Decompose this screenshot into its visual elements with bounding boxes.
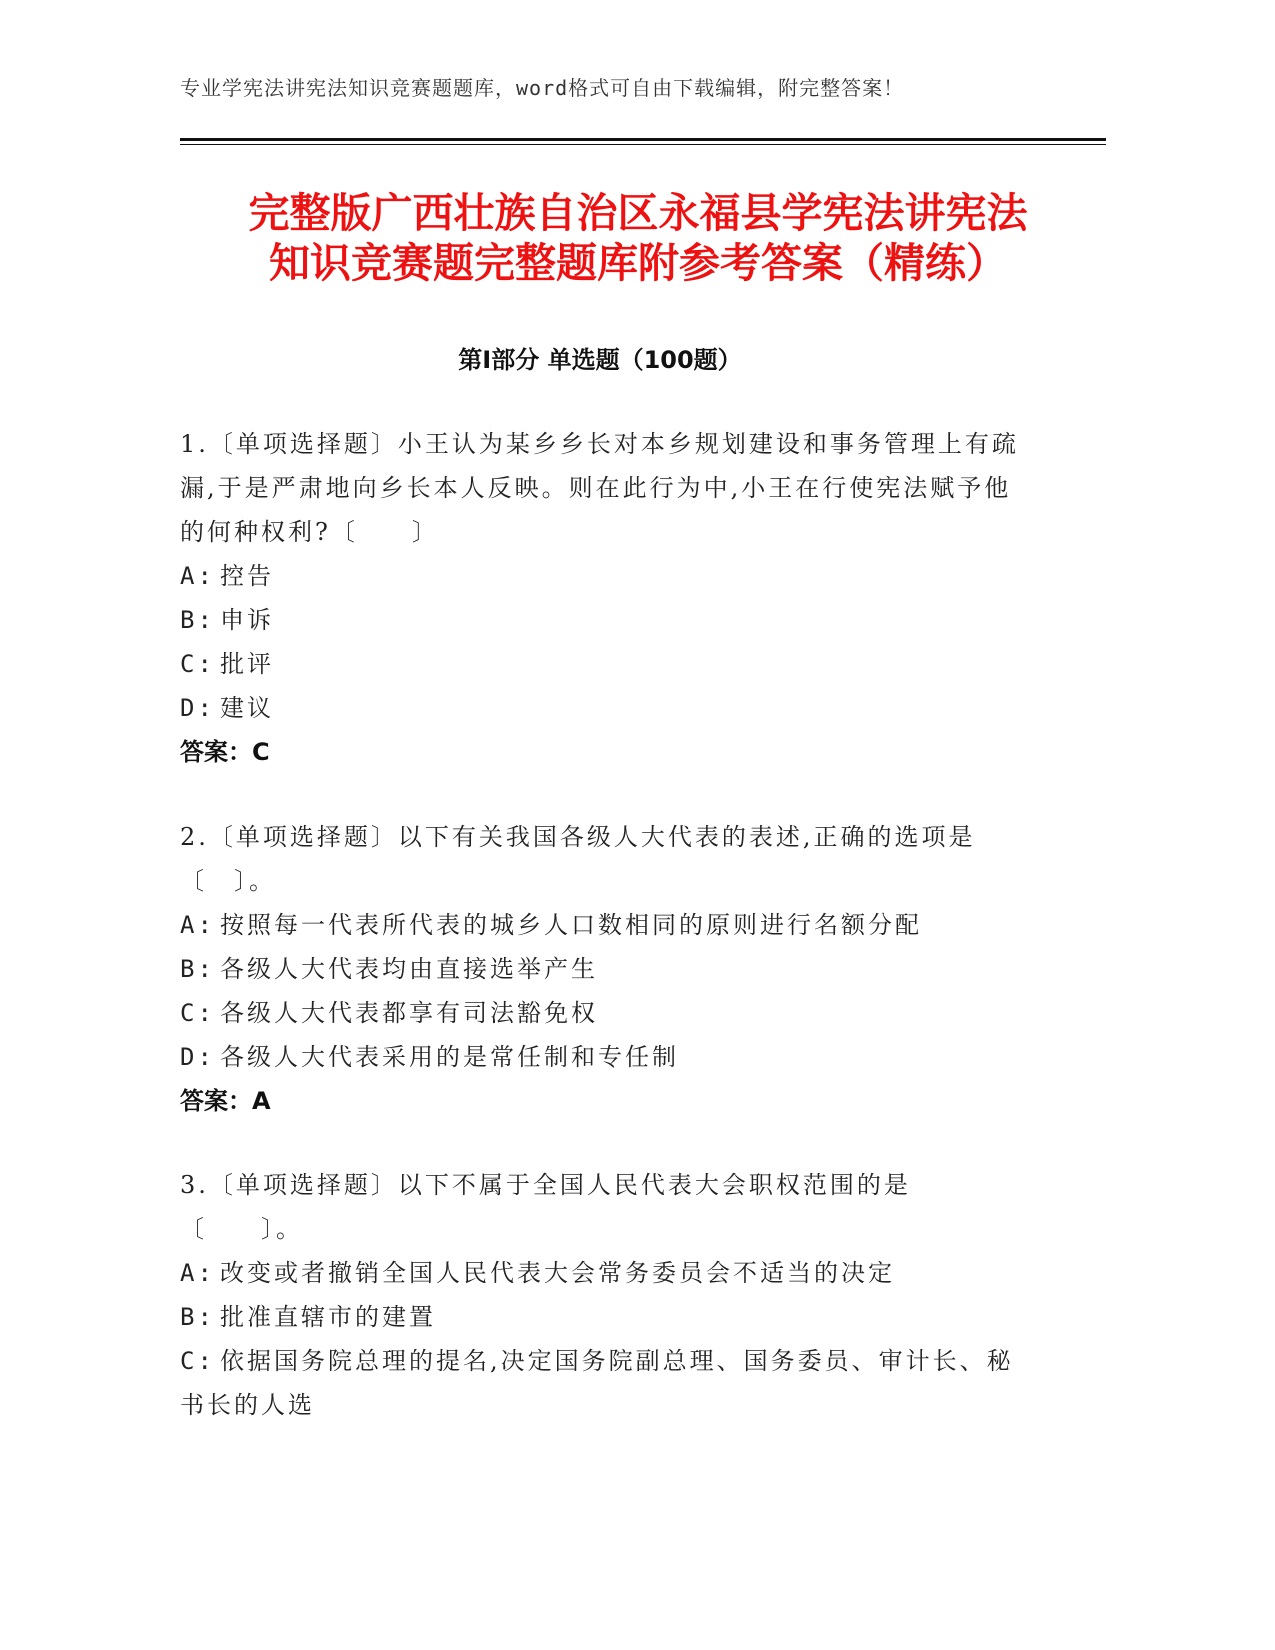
- option-text: 各级人大代表均由直接选举产生: [220, 955, 598, 983]
- option-letter: B:: [180, 606, 215, 634]
- option-b: [180, 947, 1030, 991]
- question-3: [180, 1163, 1030, 1427]
- answer: 答案：A: [180, 1087, 271, 1115]
- option-text: 批评: [220, 650, 274, 678]
- question-2: [180, 815, 1030, 1123]
- option-text: 控告: [220, 562, 274, 590]
- option-a: [180, 903, 1030, 947]
- option-text: 批准直辖市的建置: [220, 1303, 436, 1331]
- title-line-2: 知识竞赛题完整题库附参考答案（精练）: [269, 239, 1007, 287]
- option-letter: D:: [180, 694, 215, 722]
- option-d: [180, 1035, 1030, 1079]
- option-letter: A:: [180, 1259, 215, 1287]
- option-letter: B:: [180, 955, 215, 983]
- option-text: 改变或者撤销全国人民代表大会常务委员会不适当的决定: [220, 1259, 895, 1287]
- option-b: [180, 598, 1030, 642]
- option-text: 各级人大代表采用的是常任制和专任制: [220, 1043, 679, 1071]
- option-d: [180, 686, 1030, 730]
- header-divider-thin: [180, 144, 1106, 145]
- option-letter: B:: [180, 1303, 215, 1331]
- option-a: [180, 1251, 1030, 1295]
- option-letter: A:: [180, 911, 215, 939]
- option-letter: C:: [180, 999, 215, 1027]
- option-c: [180, 1339, 1030, 1427]
- option-letter: C:: [180, 650, 215, 678]
- header-note: 专业学宪法讲宪法知识竞赛题题库，word格式可自由下载编辑，附完整答案！: [180, 76, 905, 100]
- document-title: [150, 188, 1126, 288]
- title-line-1: 完整版广西壮族自治区永福县学宪法讲宪法: [248, 189, 1028, 237]
- header-divider-thick: [180, 138, 1106, 141]
- option-letter: C:: [180, 1347, 215, 1375]
- option-text: 申诉: [220, 606, 274, 634]
- question-stem: 1.〔单项选择题〕小王认为某乡乡长对本乡规划建设和事务管理上有疏漏,于是严肃地向乡长本人反映。则在此行为中,小王在行使宪法赋予他的何种权利?〔 〕: [180, 430, 1019, 546]
- option-letter: D:: [180, 1043, 215, 1071]
- section-heading: 第Ⅰ部分 单选题（100题）: [458, 346, 742, 374]
- option-c: [180, 642, 1030, 686]
- option-text: 建议: [220, 694, 274, 722]
- option-text: 依据国务院总理的提名,决定国务院副总理、国务委员、审计长、秘书长的人选: [180, 1347, 1014, 1419]
- option-b: [180, 1295, 1030, 1339]
- option-letter: A:: [180, 562, 215, 590]
- question-stem: 2.〔单项选择题〕以下有关我国各级人大代表的表述,正确的选项是〔 〕。: [180, 823, 976, 895]
- question-stem: 3.〔单项选择题〕以下不属于全国人民代表大会职权范围的是〔 〕。: [180, 1171, 911, 1243]
- answer: 答案：C: [180, 738, 270, 766]
- option-c: [180, 991, 1030, 1035]
- option-text: 按照每一代表所代表的城乡人口数相同的原则进行名额分配: [220, 911, 922, 939]
- option-text: 各级人大代表都享有司法豁免权: [220, 999, 598, 1027]
- question-1: [180, 422, 1030, 774]
- option-a: [180, 554, 1030, 598]
